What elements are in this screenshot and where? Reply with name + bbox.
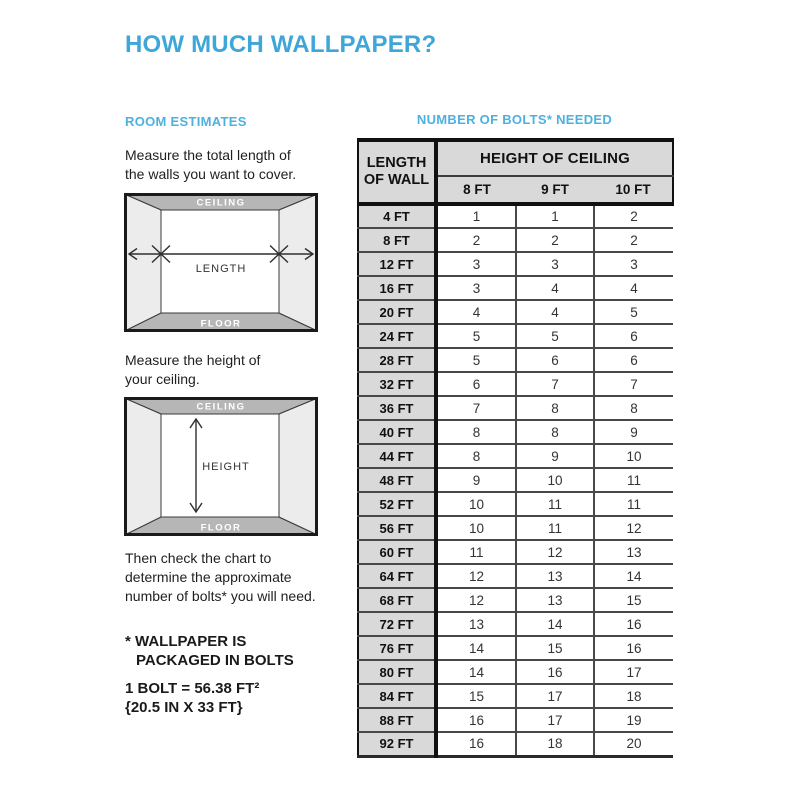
bolt-count-cell: 8 bbox=[516, 396, 594, 420]
wall-length-cell: 52 FT bbox=[358, 492, 436, 516]
wall-length-cell: 32 FT bbox=[358, 372, 436, 396]
wall-length-cell: 68 FT bbox=[358, 588, 436, 612]
bolt-count-cell: 14 bbox=[594, 564, 673, 588]
bolt-count-cell: 4 bbox=[436, 300, 516, 324]
bolt-count-cell: 8 bbox=[436, 420, 516, 444]
table-row bbox=[358, 612, 673, 636]
wall-length-cell: 36 FT bbox=[358, 396, 436, 420]
bolt-count-cell: 10 bbox=[436, 516, 516, 540]
left-wall-plane bbox=[126, 195, 162, 331]
bolt-count-cell: 5 bbox=[594, 300, 673, 324]
bolt-count-cell: 11 bbox=[594, 492, 673, 516]
bolt-count-cell: 14 bbox=[436, 636, 516, 660]
height-label: HEIGHT bbox=[202, 461, 250, 473]
bolt-area-line: 1 BOLT = 56.38 FT² bbox=[125, 680, 260, 697]
wall-length-cell: 8 FT bbox=[358, 228, 436, 252]
bolt-count-cell: 18 bbox=[516, 732, 594, 756]
table-row bbox=[358, 684, 673, 708]
bolts-table-body bbox=[358, 204, 673, 756]
bolt-dimensions-line: {20.5 IN X 33 FT} bbox=[125, 698, 243, 716]
table-row bbox=[358, 588, 673, 612]
floor-label: FLOOR bbox=[200, 522, 242, 534]
table-row bbox=[358, 468, 673, 492]
footnote-line1: * WALLPAPER IS bbox=[125, 633, 247, 650]
bolt-count-cell: 20 bbox=[594, 732, 673, 756]
bolt-count-cell: 13 bbox=[594, 540, 673, 564]
bolt-count-cell: 2 bbox=[436, 228, 516, 252]
bolt-count-cell: 12 bbox=[516, 540, 594, 564]
bolt-count-cell: 12 bbox=[436, 588, 516, 612]
bolt-count-cell: 14 bbox=[516, 612, 594, 636]
bolt-count-cell: 16 bbox=[436, 732, 516, 756]
back-wall bbox=[161, 210, 279, 313]
bolt-count-cell: 16 bbox=[594, 612, 673, 636]
wall-length-cell: 60 FT bbox=[358, 540, 436, 564]
ceiling-9ft-header: 9 FT bbox=[516, 176, 594, 204]
bolt-count-cell: 18 bbox=[594, 684, 673, 708]
height-of-ceiling-header: HEIGHT OF CEILING bbox=[436, 140, 673, 176]
bolt-count-cell: 5 bbox=[436, 348, 516, 372]
right-wall-plane bbox=[279, 195, 317, 331]
wall-length-cell: 76 FT bbox=[358, 636, 436, 660]
bolt-count-cell: 2 bbox=[594, 228, 673, 252]
table-row bbox=[358, 204, 673, 228]
bolt-count-cell: 14 bbox=[436, 660, 516, 684]
room-estimates-heading: ROOM ESTIMATES bbox=[125, 114, 247, 129]
table-row bbox=[358, 636, 673, 660]
step2-line1: Measure the height of bbox=[125, 352, 261, 368]
bolt-count-cell: 8 bbox=[594, 396, 673, 420]
bolt-count-cell: 15 bbox=[594, 588, 673, 612]
left-wall-plane bbox=[126, 399, 162, 535]
bolt-count-cell: 9 bbox=[516, 444, 594, 468]
wall-length-cell: 40 FT bbox=[358, 420, 436, 444]
table-row bbox=[358, 516, 673, 540]
table-row bbox=[358, 420, 673, 444]
bolt-count-cell: 8 bbox=[436, 444, 516, 468]
bolt-count-cell: 5 bbox=[516, 324, 594, 348]
bolt-count-cell: 8 bbox=[516, 420, 594, 444]
wall-length-cell: 28 FT bbox=[358, 348, 436, 372]
wall-length-cell: 88 FT bbox=[358, 708, 436, 732]
footnote-line2: PACKAGED IN BOLTS bbox=[136, 651, 294, 669]
step1-text bbox=[125, 146, 355, 184]
bolt-count-cell: 11 bbox=[436, 540, 516, 564]
length-of-wall-header bbox=[358, 140, 436, 204]
bolt-count-cell: 19 bbox=[594, 708, 673, 732]
bolts-table-header bbox=[358, 140, 673, 204]
bolt-count-cell: 2 bbox=[516, 228, 594, 252]
wall-length-cell: 12 FT bbox=[358, 252, 436, 276]
wall-length-cell: 24 FT bbox=[358, 324, 436, 348]
step1-line1: Measure the total length of bbox=[125, 147, 291, 163]
length-header-line2: OF WALL bbox=[363, 172, 430, 188]
bolt-count-cell: 1 bbox=[516, 204, 594, 228]
wall-length-cell: 80 FT bbox=[358, 660, 436, 684]
bolt-count-cell: 4 bbox=[594, 276, 673, 300]
bolts-table bbox=[357, 138, 674, 758]
floor-label: FLOOR bbox=[200, 318, 242, 330]
bolt-count-cell: 13 bbox=[516, 588, 594, 612]
bolt-count-cell: 3 bbox=[436, 276, 516, 300]
bolt-count-cell: 7 bbox=[436, 396, 516, 420]
wall-length-cell: 92 FT bbox=[358, 732, 436, 756]
bolt-count-cell: 16 bbox=[516, 660, 594, 684]
height-diagram bbox=[124, 397, 318, 536]
table-row bbox=[358, 276, 673, 300]
right-wall-plane bbox=[279, 399, 317, 535]
bolts-needed-heading: NUMBER OF BOLTS* NEEDED bbox=[416, 112, 613, 127]
wallpaper-footnote bbox=[125, 633, 294, 670]
table-row bbox=[358, 348, 673, 372]
wall-length-cell: 48 FT bbox=[358, 468, 436, 492]
bolt-count-cell: 10 bbox=[436, 492, 516, 516]
step3-line1: Then check the chart to bbox=[125, 550, 272, 566]
bolt-count-cell: 4 bbox=[516, 300, 594, 324]
length-label: LENGTH bbox=[195, 263, 247, 275]
bolt-count-cell: 3 bbox=[516, 252, 594, 276]
bolt-count-cell: 17 bbox=[516, 708, 594, 732]
step3-line3: number of bolts* you will need. bbox=[125, 588, 316, 604]
bolt-count-cell: 16 bbox=[436, 708, 516, 732]
bolt-count-cell: 2 bbox=[594, 204, 673, 228]
table-row bbox=[358, 444, 673, 468]
bolt-count-cell: 6 bbox=[594, 348, 673, 372]
bolt-count-cell: 11 bbox=[594, 468, 673, 492]
ceiling-label: CEILING bbox=[196, 197, 246, 209]
length-diagram bbox=[124, 193, 318, 332]
ceiling-10ft-header: 10 FT bbox=[594, 176, 673, 204]
bolt-count-cell: 7 bbox=[516, 372, 594, 396]
table-row bbox=[358, 732, 673, 756]
table-row bbox=[358, 564, 673, 588]
ceiling-8ft-header: 8 FT bbox=[436, 176, 516, 204]
bolt-count-cell: 16 bbox=[594, 636, 673, 660]
table-row bbox=[358, 372, 673, 396]
step3-text bbox=[125, 549, 355, 606]
bolt-count-cell: 3 bbox=[436, 252, 516, 276]
table-row bbox=[358, 300, 673, 324]
bolt-count-cell: 9 bbox=[594, 420, 673, 444]
table-row bbox=[358, 324, 673, 348]
bolt-count-cell: 12 bbox=[436, 564, 516, 588]
bolt-count-cell: 7 bbox=[594, 372, 673, 396]
bolt-count-cell: 10 bbox=[516, 468, 594, 492]
bolt-count-cell: 11 bbox=[516, 516, 594, 540]
bolt-count-cell: 6 bbox=[594, 324, 673, 348]
wall-length-cell: 84 FT bbox=[358, 684, 436, 708]
ceiling-label: CEILING bbox=[196, 401, 246, 413]
bolt-count-cell: 6 bbox=[436, 372, 516, 396]
bolt-count-cell: 17 bbox=[594, 660, 673, 684]
bolt-count-cell: 5 bbox=[436, 324, 516, 348]
bolt-count-cell: 15 bbox=[436, 684, 516, 708]
length-header-line1: LENGTH bbox=[366, 155, 427, 171]
bolt-count-cell: 17 bbox=[516, 684, 594, 708]
step2-line2: your ceiling. bbox=[125, 371, 200, 387]
bolt-count-cell: 10 bbox=[594, 444, 673, 468]
step1-line2: the walls you want to cover. bbox=[125, 166, 297, 182]
bolt-count-cell: 15 bbox=[516, 636, 594, 660]
wall-length-cell: 44 FT bbox=[358, 444, 436, 468]
bolt-count-cell: 1 bbox=[436, 204, 516, 228]
table-row bbox=[358, 708, 673, 732]
bolt-count-cell: 12 bbox=[594, 516, 673, 540]
wall-length-cell: 16 FT bbox=[358, 276, 436, 300]
step2-text bbox=[125, 351, 355, 389]
wall-length-cell: 4 FT bbox=[358, 204, 436, 228]
bolt-count-cell: 9 bbox=[436, 468, 516, 492]
bolt-count-cell: 13 bbox=[436, 612, 516, 636]
wall-length-cell: 72 FT bbox=[358, 612, 436, 636]
table-row bbox=[358, 540, 673, 564]
bolt-count-cell: 13 bbox=[516, 564, 594, 588]
wall-length-cell: 64 FT bbox=[358, 564, 436, 588]
table-row bbox=[358, 492, 673, 516]
bolt-count-cell: 11 bbox=[516, 492, 594, 516]
wall-length-cell: 56 FT bbox=[358, 516, 436, 540]
bolt-size-info bbox=[125, 680, 259, 717]
bolt-count-cell: 6 bbox=[516, 348, 594, 372]
page-title: HOW MUCH WALLPAPER? bbox=[125, 31, 437, 58]
table-row bbox=[358, 660, 673, 684]
wall-length-cell: 20 FT bbox=[358, 300, 436, 324]
bolt-count-cell: 3 bbox=[594, 252, 673, 276]
bolt-count-cell: 4 bbox=[516, 276, 594, 300]
table-row bbox=[358, 228, 673, 252]
table-row bbox=[358, 252, 673, 276]
table-row bbox=[358, 396, 673, 420]
step3-line2: determine the approximate bbox=[125, 569, 292, 585]
